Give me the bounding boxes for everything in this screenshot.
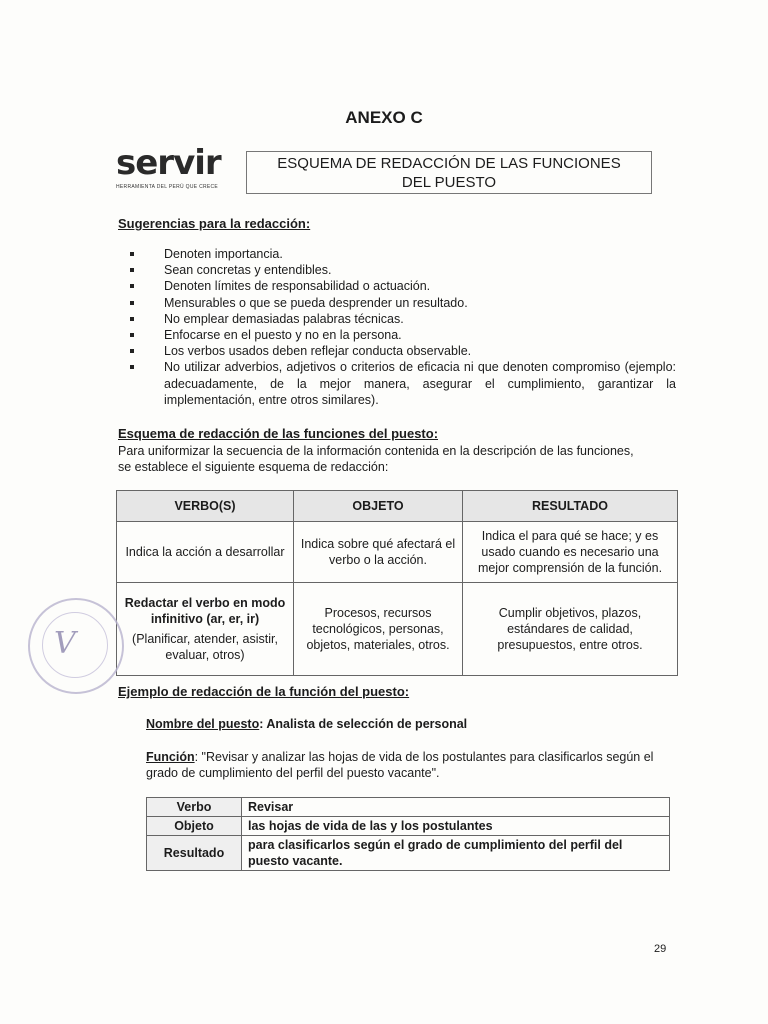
scheme-table xyxy=(116,490,678,676)
list-item: No emplear demasiadas palabras técnicas. xyxy=(128,311,676,327)
header-line-2: DEL PUESTO xyxy=(401,173,497,191)
list-item: Mensurables o que se pueda desprender un resultado. xyxy=(128,295,676,311)
list-item: Los verbos usados deben reflejar conducta observable. xyxy=(128,343,676,359)
official-stamp xyxy=(28,598,124,694)
position-label: Nombre del puesto xyxy=(146,717,260,731)
logo-tagline: HERRAMIENTA DEL PERÚ QUE CRECE xyxy=(116,184,219,190)
table-header-row xyxy=(117,491,678,522)
annex-title: ANEXO C xyxy=(345,108,423,127)
function-text-line-1: : "Revisar y analizar las hojas de vida de los postulantes para clasificarlos según el xyxy=(194,750,654,764)
scheme-title: Esquema de redacción de las funciones del puesto: xyxy=(118,426,439,441)
table-cell: Cumplir objetivos, plazos, estándares de calidad, presupuestos, entre otros. xyxy=(463,583,678,676)
column-header-result: RESULTADO xyxy=(463,491,678,522)
scheme-intro xyxy=(118,443,678,475)
logo-word: servir xyxy=(116,143,221,183)
scheme-intro-line-2: se establece el siguiente esquema de redacción: xyxy=(118,460,389,474)
list-item: Enfocarse en el puesto y no en la persona. xyxy=(128,327,676,343)
list-item: Denoten importancia. xyxy=(128,246,676,262)
verb-examples: (Planificar, atender, asistir, evaluar, otros) xyxy=(132,632,278,662)
row-value: para clasificarlos según el grado de cumplimiento del perfil del puesto vacante. xyxy=(242,836,670,871)
table-cell: Procesos, recursos tecnológicos, personas, objetos, materiales, otros. xyxy=(294,583,463,676)
bullet-icon xyxy=(130,333,134,337)
suggestions-title: Sugerencias para la redacción: xyxy=(118,216,311,231)
table-cell: Indica el para qué se hace; y es usado cuando es necesario una mejor comprensión de la función. xyxy=(463,522,678,583)
row-value: Revisar xyxy=(242,798,670,817)
servir-logo xyxy=(116,143,246,196)
bullet-icon xyxy=(130,284,134,288)
bullet-icon xyxy=(130,365,134,369)
table-row xyxy=(147,798,670,817)
row-value: las hojas de vida de las y los postulantes xyxy=(242,817,670,836)
example-function xyxy=(146,749,676,781)
table-row xyxy=(117,522,678,583)
example-table xyxy=(146,797,670,871)
signature-mark: V xyxy=(54,626,76,661)
list-item: Denoten límites de responsabilidad o actuación. xyxy=(128,278,676,294)
bullet-icon xyxy=(130,349,134,353)
table-row xyxy=(117,583,678,676)
bullet-icon xyxy=(130,252,134,256)
bullet-icon xyxy=(130,301,134,305)
table-row xyxy=(147,817,670,836)
example-title: Ejemplo de redacción de la función del puesto: xyxy=(118,684,410,699)
header-line-1: ESQUEMA DE REDACCIÓN DE LAS FUNCIONES xyxy=(277,154,621,172)
function-label: Función xyxy=(146,750,195,764)
header-box xyxy=(246,151,652,194)
list-item: Sean concretas y entendibles. xyxy=(128,262,676,278)
verb-instruction: Redactar el verbo en modo infinitivo (ar, er, ir) xyxy=(124,596,286,626)
bullet-icon xyxy=(130,268,134,272)
table-cell: Indica sobre qué afectará el verbo o la acción. xyxy=(294,522,463,583)
row-label: Verbo xyxy=(147,798,242,817)
row-label: Objeto xyxy=(147,817,242,836)
bullet-icon xyxy=(130,317,134,321)
table-cell: Indica la acción a desarrollar xyxy=(117,522,294,583)
row-label: Resultado xyxy=(147,836,242,871)
position-value: : Analista de selección de personal xyxy=(259,717,468,731)
column-header-verb: VERBO(S) xyxy=(117,491,294,522)
table-cell xyxy=(117,583,294,676)
table-row xyxy=(147,836,670,871)
list-item: No utilizar adverbios, adjetivos o criterios de eficacia ni que denoten compromiso (ejemplo: adecuadamente, de la mejor manera, asegurar el cumplimiento, garantizar la implementación, entre otros similares). xyxy=(128,359,676,408)
example-position xyxy=(146,716,467,732)
column-header-object: OBJETO xyxy=(294,491,463,522)
scheme-intro-line-1: Para uniformizar la secuencia de la información contenida en la descripción de las funciones, xyxy=(118,444,634,458)
suggestions-list xyxy=(128,246,676,408)
page-number: 29 xyxy=(654,943,667,955)
function-text-line-2: grado de cumplimiento del perfil del puesto vacante". xyxy=(146,766,440,780)
